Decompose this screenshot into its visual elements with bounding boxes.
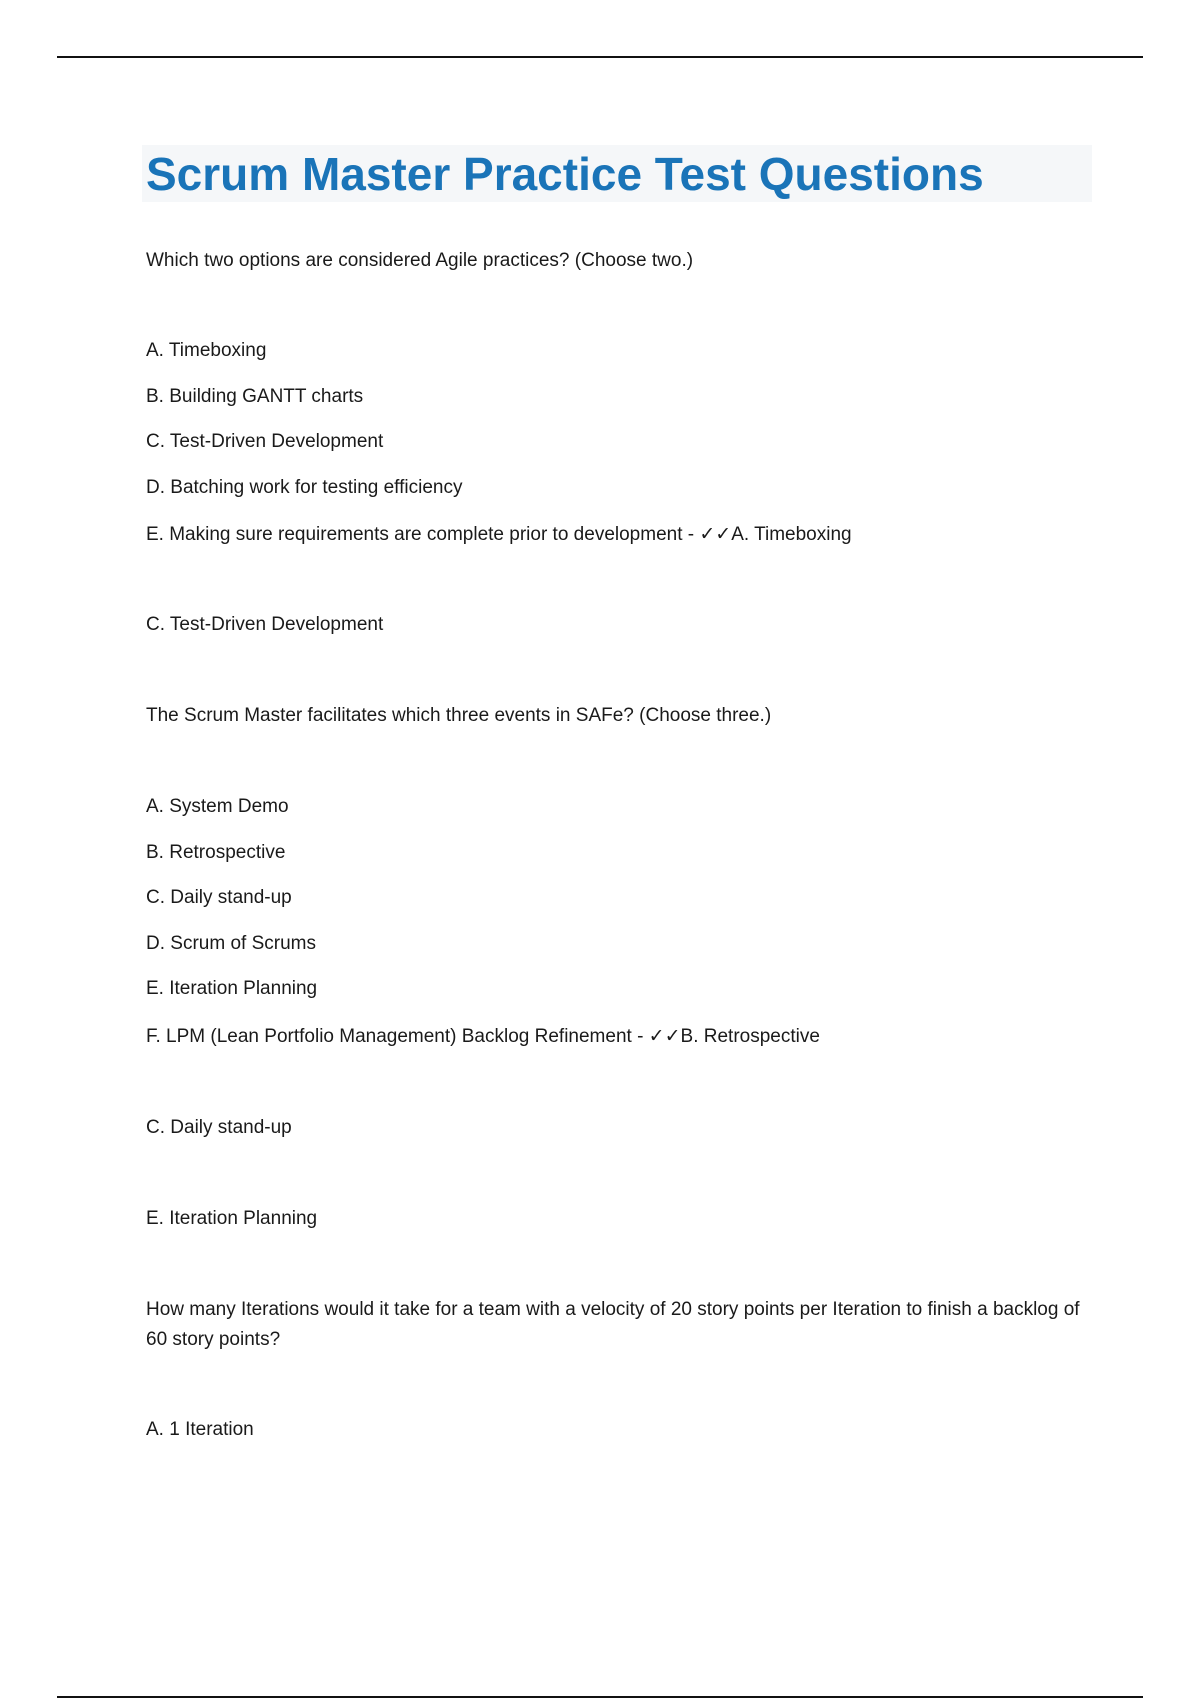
question-1-option-b: B. Building GANTT charts (146, 386, 364, 407)
question-2-option-f-answer: F. LPM (Lean Portfolio Management) Backlog Refinement - ✓✓B. Retrospective (146, 1026, 820, 1047)
question-1-prompt: Which two options are considered Agile practices? (Choose two.) (146, 250, 694, 271)
question-2-option-b: B. Retrospective (146, 842, 286, 863)
question-1-option-d: D. Batching work for testing efficiency (146, 477, 463, 498)
question-2-prompt: The Scrum Master facilitates which three events in SAFe? (Choose three.) (146, 705, 772, 726)
question-3-prompt: How many Iterations would it take for a team with a velocity of 20 story points per Iteration to finish a backlog of 60 story points? (146, 1299, 1080, 1350)
question-1-answer-continuation: C. Test-Driven Development (146, 614, 384, 635)
question-2-option-c: C. Daily stand-up (146, 887, 292, 908)
question-2-answer-continuation-1: C. Daily stand-up (146, 1117, 292, 1138)
question-1-option-a: A. Timeboxing (146, 340, 267, 361)
question-2-option-d: D. Scrum of Scrums (146, 933, 316, 954)
question-2-option-a: A. System Demo (146, 796, 289, 817)
question-2-answer-continuation-2: E. Iteration Planning (146, 1208, 318, 1229)
bottom-rule (57, 1696, 1143, 1698)
page-title: Scrum Master Practice Test Questions (146, 148, 984, 200)
question-2-option-e: E. Iteration Planning (146, 978, 318, 999)
question-1-option-e-answer: E. Making sure requirements are complete prior to development - ✓✓A. Timeboxing (146, 524, 852, 545)
question-1-option-c: C. Test-Driven Development (146, 431, 384, 452)
top-rule (57, 56, 1143, 58)
question-3-option-a: A. 1 Iteration (146, 1419, 254, 1440)
